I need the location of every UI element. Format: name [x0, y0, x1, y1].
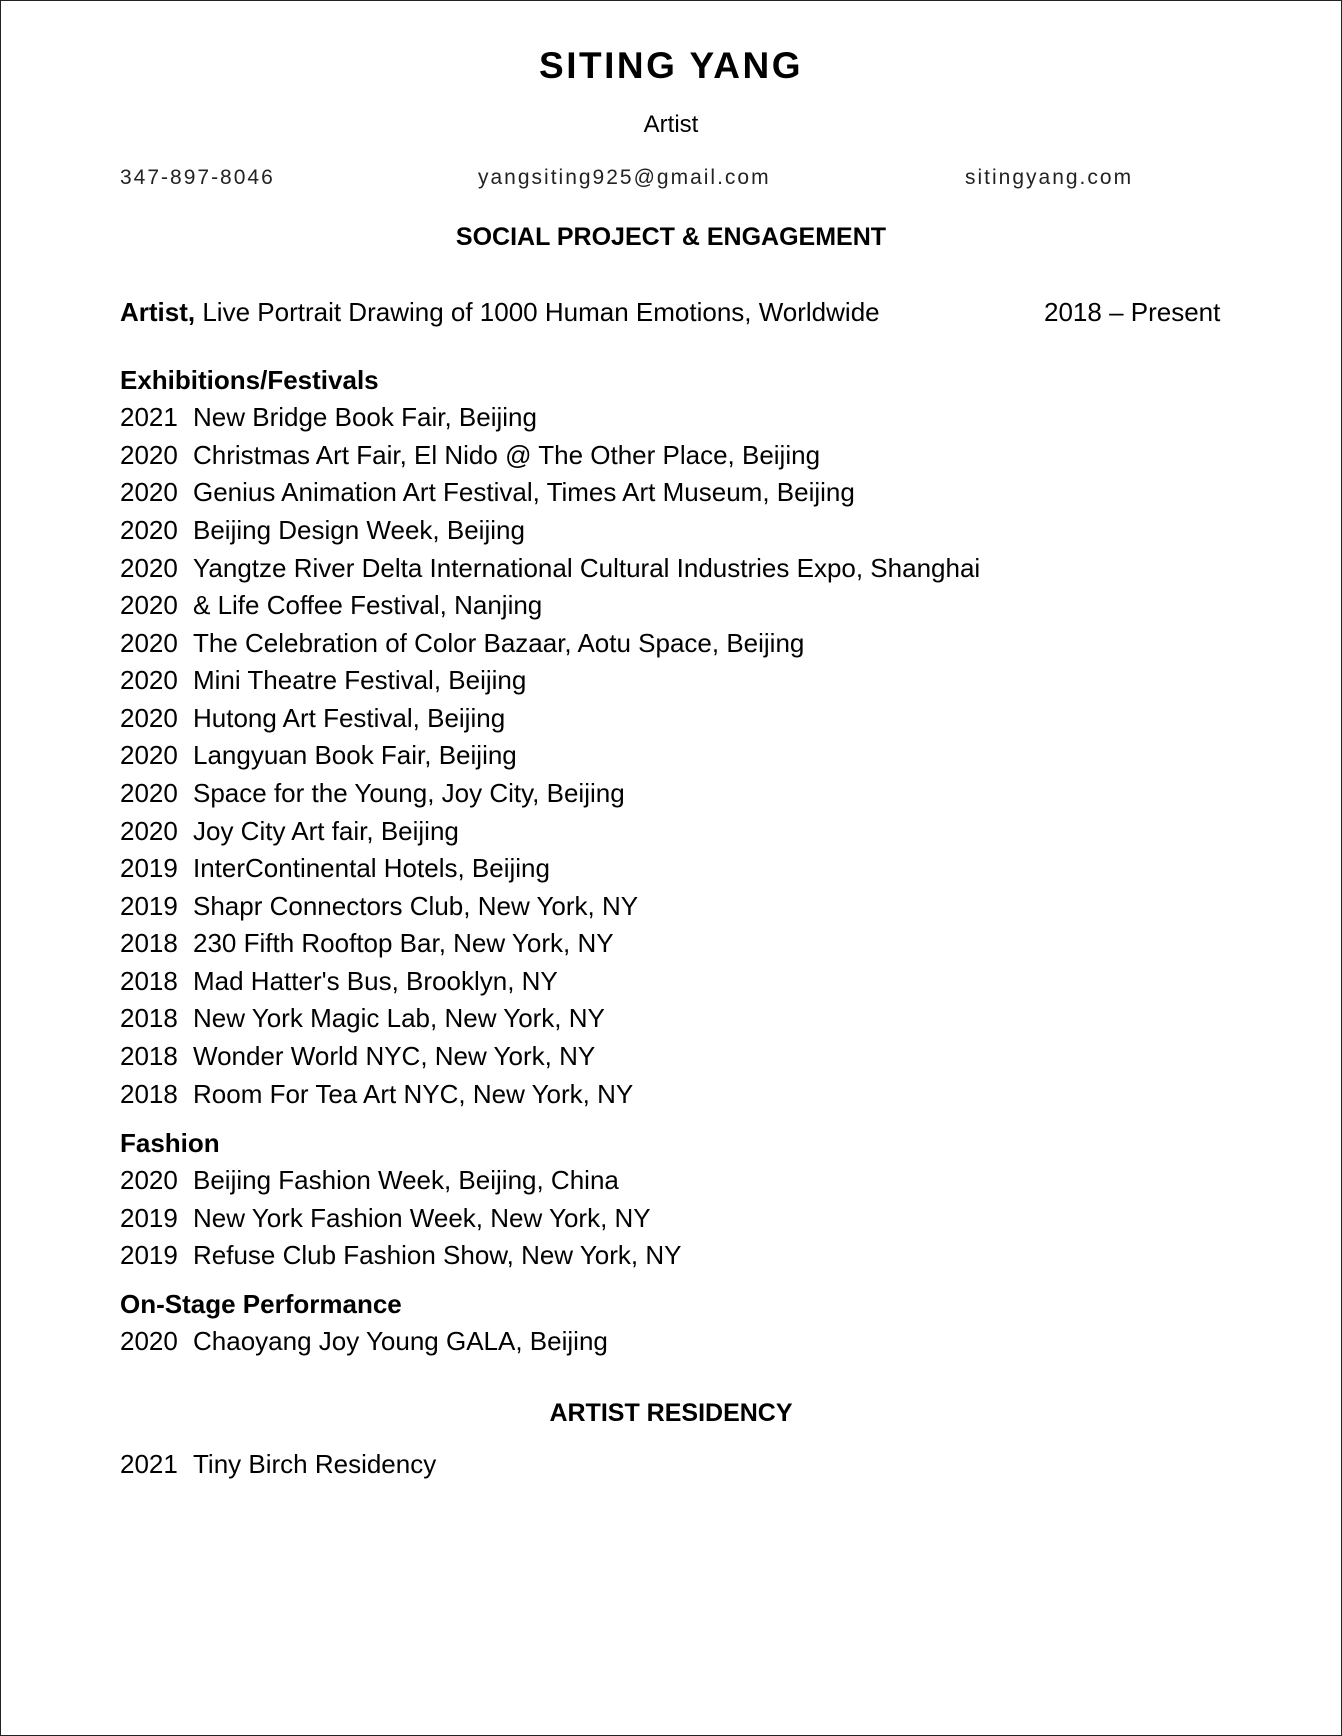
contact-email: yangsiting925@gmail.com: [478, 166, 771, 189]
lead-text: Live Portrait Drawing of 1000 Human Emotions, Worldwide: [195, 297, 880, 327]
item-text: Mini Theatre Festival, Beijing: [193, 665, 527, 695]
item-year: 2018: [120, 928, 178, 958]
item-year: 2020: [120, 553, 178, 583]
list-item: [120, 1000, 605, 1036]
list-item: [120, 1076, 633, 1112]
item-text: & Life Coffee Festival, Nanjing: [193, 590, 543, 620]
list-item: [120, 1446, 436, 1482]
section-heading-residency: ARTIST RESIDENCY: [549, 1399, 793, 1427]
item-text: Chaoyang Joy Young GALA, Beijing: [193, 1326, 608, 1356]
list-item: [120, 662, 526, 698]
item-text: Beijing Design Week, Beijing: [193, 515, 525, 545]
group-heading-performance: On-Stage Performance: [120, 1289, 402, 1319]
list-item: [120, 925, 614, 961]
list-item: [120, 399, 537, 435]
resume-name: SITING YANG: [539, 45, 803, 86]
lead-date: 2018 – Present: [1044, 297, 1221, 327]
list-item: [120, 474, 855, 510]
item-year: 2019: [120, 1240, 178, 1270]
lead-entry: [120, 297, 880, 328]
item-text: Wonder World NYC, New York, NY: [193, 1041, 596, 1071]
contact-website: sitingyang.com: [965, 166, 1134, 189]
item-year: 2019: [120, 891, 178, 921]
list-item: [120, 550, 980, 586]
group-heading-exhibitions: Exhibitions/Festivals: [120, 365, 379, 395]
list-item: [120, 587, 542, 623]
list-item: [120, 1237, 681, 1273]
item-text: Hutong Art Festival, Beijing: [193, 703, 506, 733]
list-item: [120, 700, 505, 736]
item-year: 2020: [120, 590, 178, 620]
item-text: Refuse Club Fashion Show, New York, NY: [193, 1240, 682, 1270]
item-year: 2021: [120, 1449, 178, 1479]
item-year: 2020: [120, 1326, 178, 1356]
list-item: [120, 850, 550, 886]
list-item: [120, 888, 638, 924]
contact-phone: 347-897-8046: [120, 166, 275, 189]
list-item: [120, 737, 517, 773]
list-item: [120, 963, 558, 999]
list-item: [120, 1162, 619, 1198]
list-item: [120, 437, 820, 473]
item-year: 2020: [120, 665, 178, 695]
item-text: New York Fashion Week, New York, NY: [193, 1203, 651, 1233]
item-year: 2021: [120, 402, 178, 432]
item-year: 2018: [120, 1003, 178, 1033]
item-text: 230 Fifth Rooftop Bar, New York, NY: [193, 928, 614, 958]
section-heading-social: SOCIAL PROJECT & ENGAGEMENT: [455, 223, 887, 251]
item-text: InterContinental Hotels, Beijing: [193, 853, 550, 883]
resume-title: Artist: [643, 111, 699, 138]
list-item: [120, 1323, 608, 1359]
item-year: 2020: [120, 778, 178, 808]
item-text: New Bridge Book Fair, Beijing: [193, 402, 537, 432]
item-text: The Celebration of Color Bazaar, Aotu Space, Beijing: [193, 628, 805, 658]
item-text: Mad Hatter's Bus, Brooklyn, NY: [193, 966, 558, 996]
item-year: 2020: [120, 477, 178, 507]
item-year: 2018: [120, 1041, 178, 1071]
item-year: 2019: [120, 853, 178, 883]
item-text: Shapr Connectors Club, New York, NY: [193, 891, 639, 921]
item-text: New York Magic Lab, New York, NY: [193, 1003, 605, 1033]
item-text: Beijing Fashion Week, Beijing, China: [193, 1165, 619, 1195]
list-item: [120, 775, 625, 811]
item-year: 2019: [120, 1203, 178, 1233]
item-year: 2018: [120, 966, 178, 996]
item-text: Joy City Art fair, Beijing: [193, 816, 459, 846]
item-text: Langyuan Book Fair, Beijing: [193, 740, 517, 770]
item-year: 2020: [120, 628, 178, 658]
item-year: 2020: [120, 816, 178, 846]
lead-role: Artist,: [120, 297, 196, 327]
item-year: 2020: [120, 440, 178, 470]
item-year: 2020: [120, 703, 178, 733]
list-item: [120, 813, 459, 849]
item-year: 2020: [120, 515, 178, 545]
item-text: Genius Animation Art Festival, Times Art Museum, Beijing: [193, 477, 855, 507]
list-item: [120, 512, 525, 548]
group-heading-fashion: Fashion: [120, 1128, 220, 1158]
item-text: Room For Tea Art NYC, New York, NY: [193, 1079, 634, 1109]
item-year: 2018: [120, 1079, 178, 1109]
list-item: [120, 1038, 595, 1074]
item-text: Christmas Art Fair, El Nido @ The Other Place, Beijing: [193, 440, 821, 470]
item-text: Tiny Birch Residency: [193, 1449, 437, 1479]
list-item: [120, 625, 804, 661]
item-text: Space for the Young, Joy City, Beijing: [193, 778, 625, 808]
item-year: 2020: [120, 740, 178, 770]
item-text: Yangtze River Delta International Cultural Industries Expo, Shanghai: [193, 553, 981, 583]
item-year: 2020: [120, 1165, 178, 1195]
list-item: [120, 1200, 651, 1236]
